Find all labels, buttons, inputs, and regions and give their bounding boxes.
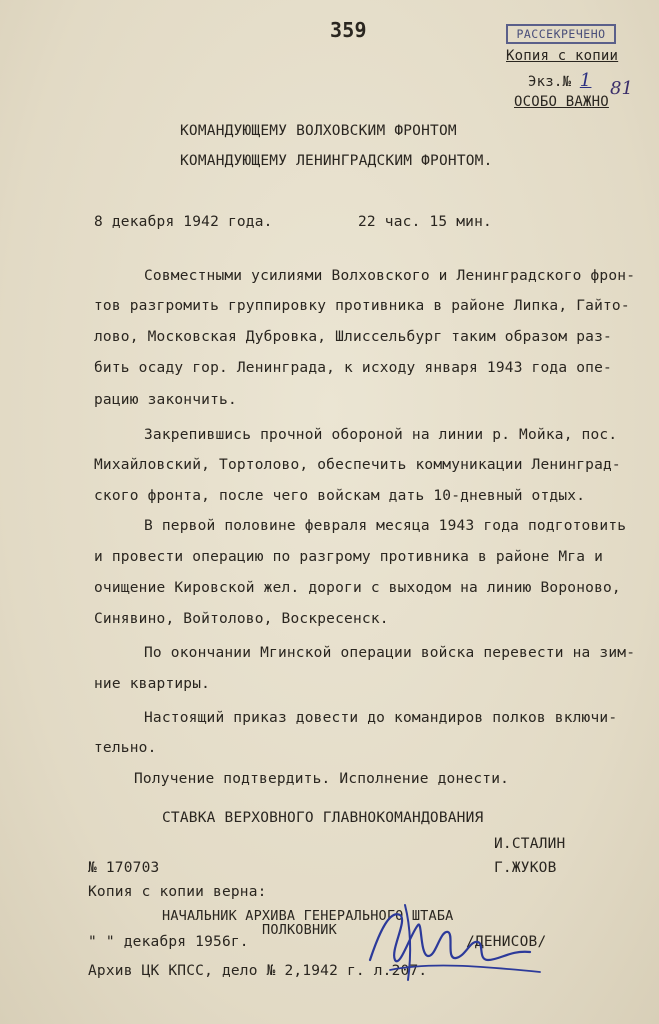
body-line: Настоящий приказ довести до командиров полков включи- (144, 710, 618, 726)
body-line: тельно. (94, 740, 157, 756)
body-line: Получение подтвердить. Исполнение донести. (134, 771, 510, 787)
archive-reference: Архив ЦК КПСС, дело № 2,1942 г. л.207. (88, 963, 428, 979)
body-line: Михайловский, Тортолово, обеспечить коммуникации Ленинград- (94, 457, 621, 473)
exemplar-text: Экз.№ (528, 74, 572, 90)
body-line: очищение Кировской жел. дороги с выходом на линию Вороново, (94, 580, 621, 596)
order-time: 22 час. 15 мин. (358, 214, 492, 230)
exemplar-number: 1 (579, 70, 592, 91)
archive-chief-title: НАЧАЛЬНИК АРХИВА ГЕНЕРАЛЬНОГО ШТАБА (162, 908, 454, 924)
order-date: 8 декабря 1942 года. (94, 214, 273, 230)
signatory-stalin: И.СТАЛИН (494, 836, 566, 852)
body-line: и провести операцию по разгрому противника в районе Мга и (94, 549, 603, 565)
order-number: № 170703 (88, 860, 160, 876)
body-line: В первой половине февраля месяца 1943 года подготовить (144, 518, 627, 534)
body-line: Совместными усилиями Волховского и Ленинградского фрон- (144, 268, 636, 284)
rank: ПОЛКОВНИК (262, 922, 337, 938)
stavka-header: СТАВКА ВЕРХОВНОГО ГЛАВНОКОМАНДОВАНИЯ (162, 810, 484, 826)
declassified-stamp: РАССЕКРЕЧЕНО (506, 24, 616, 44)
exemplar-label (528, 70, 591, 91)
copy-note: Копия с копии (506, 48, 619, 64)
body-line: ние квартиры. (94, 676, 211, 692)
copy-certified: Копия с копии верна: (88, 884, 267, 900)
body-line: бить осаду гор. Ленинграда, к исходу января 1943 года опе- (94, 360, 612, 376)
certification-date: " " декабря 1956г. (88, 934, 249, 950)
body-line: По окончании Мгинской операции войска перевести на зим- (144, 645, 636, 661)
addressee-leningrad: КОМАНДУЮЩЕМУ ЛЕНИНГРАДСКИМ ФРОНТОМ. (180, 153, 493, 169)
body-line: Синявино, Войтолово, Воскресенск. (94, 611, 389, 627)
surname: /ДЕНИСОВ/ (466, 934, 547, 950)
page-number: 359 (330, 18, 367, 42)
body-line: тов разгромить группировку противника в районе Липка, Гайто- (94, 298, 630, 314)
signatory-zhukov: Г.ЖУКОВ (494, 860, 557, 876)
addressee-volkhov: КОМАНДУЮЩЕМУ ВОЛХОВСКИМ ФРОНТОМ (180, 123, 457, 139)
handwritten-signature (350, 890, 550, 990)
classification: ОСОБО ВАЖНО (514, 94, 609, 110)
body-line: Закрепившись прочной обороной на линии р. Мойка, пос. (144, 427, 618, 443)
body-line: ского фронта, после чего войскам дать 10-дневный отдых. (94, 488, 586, 504)
body-line: лово, Московская Дубровка, Шлиссельбург таким образом раз- (94, 329, 612, 345)
body-line: рацию закончить. (94, 392, 237, 408)
exemplar-extra: 81 (610, 78, 633, 99)
